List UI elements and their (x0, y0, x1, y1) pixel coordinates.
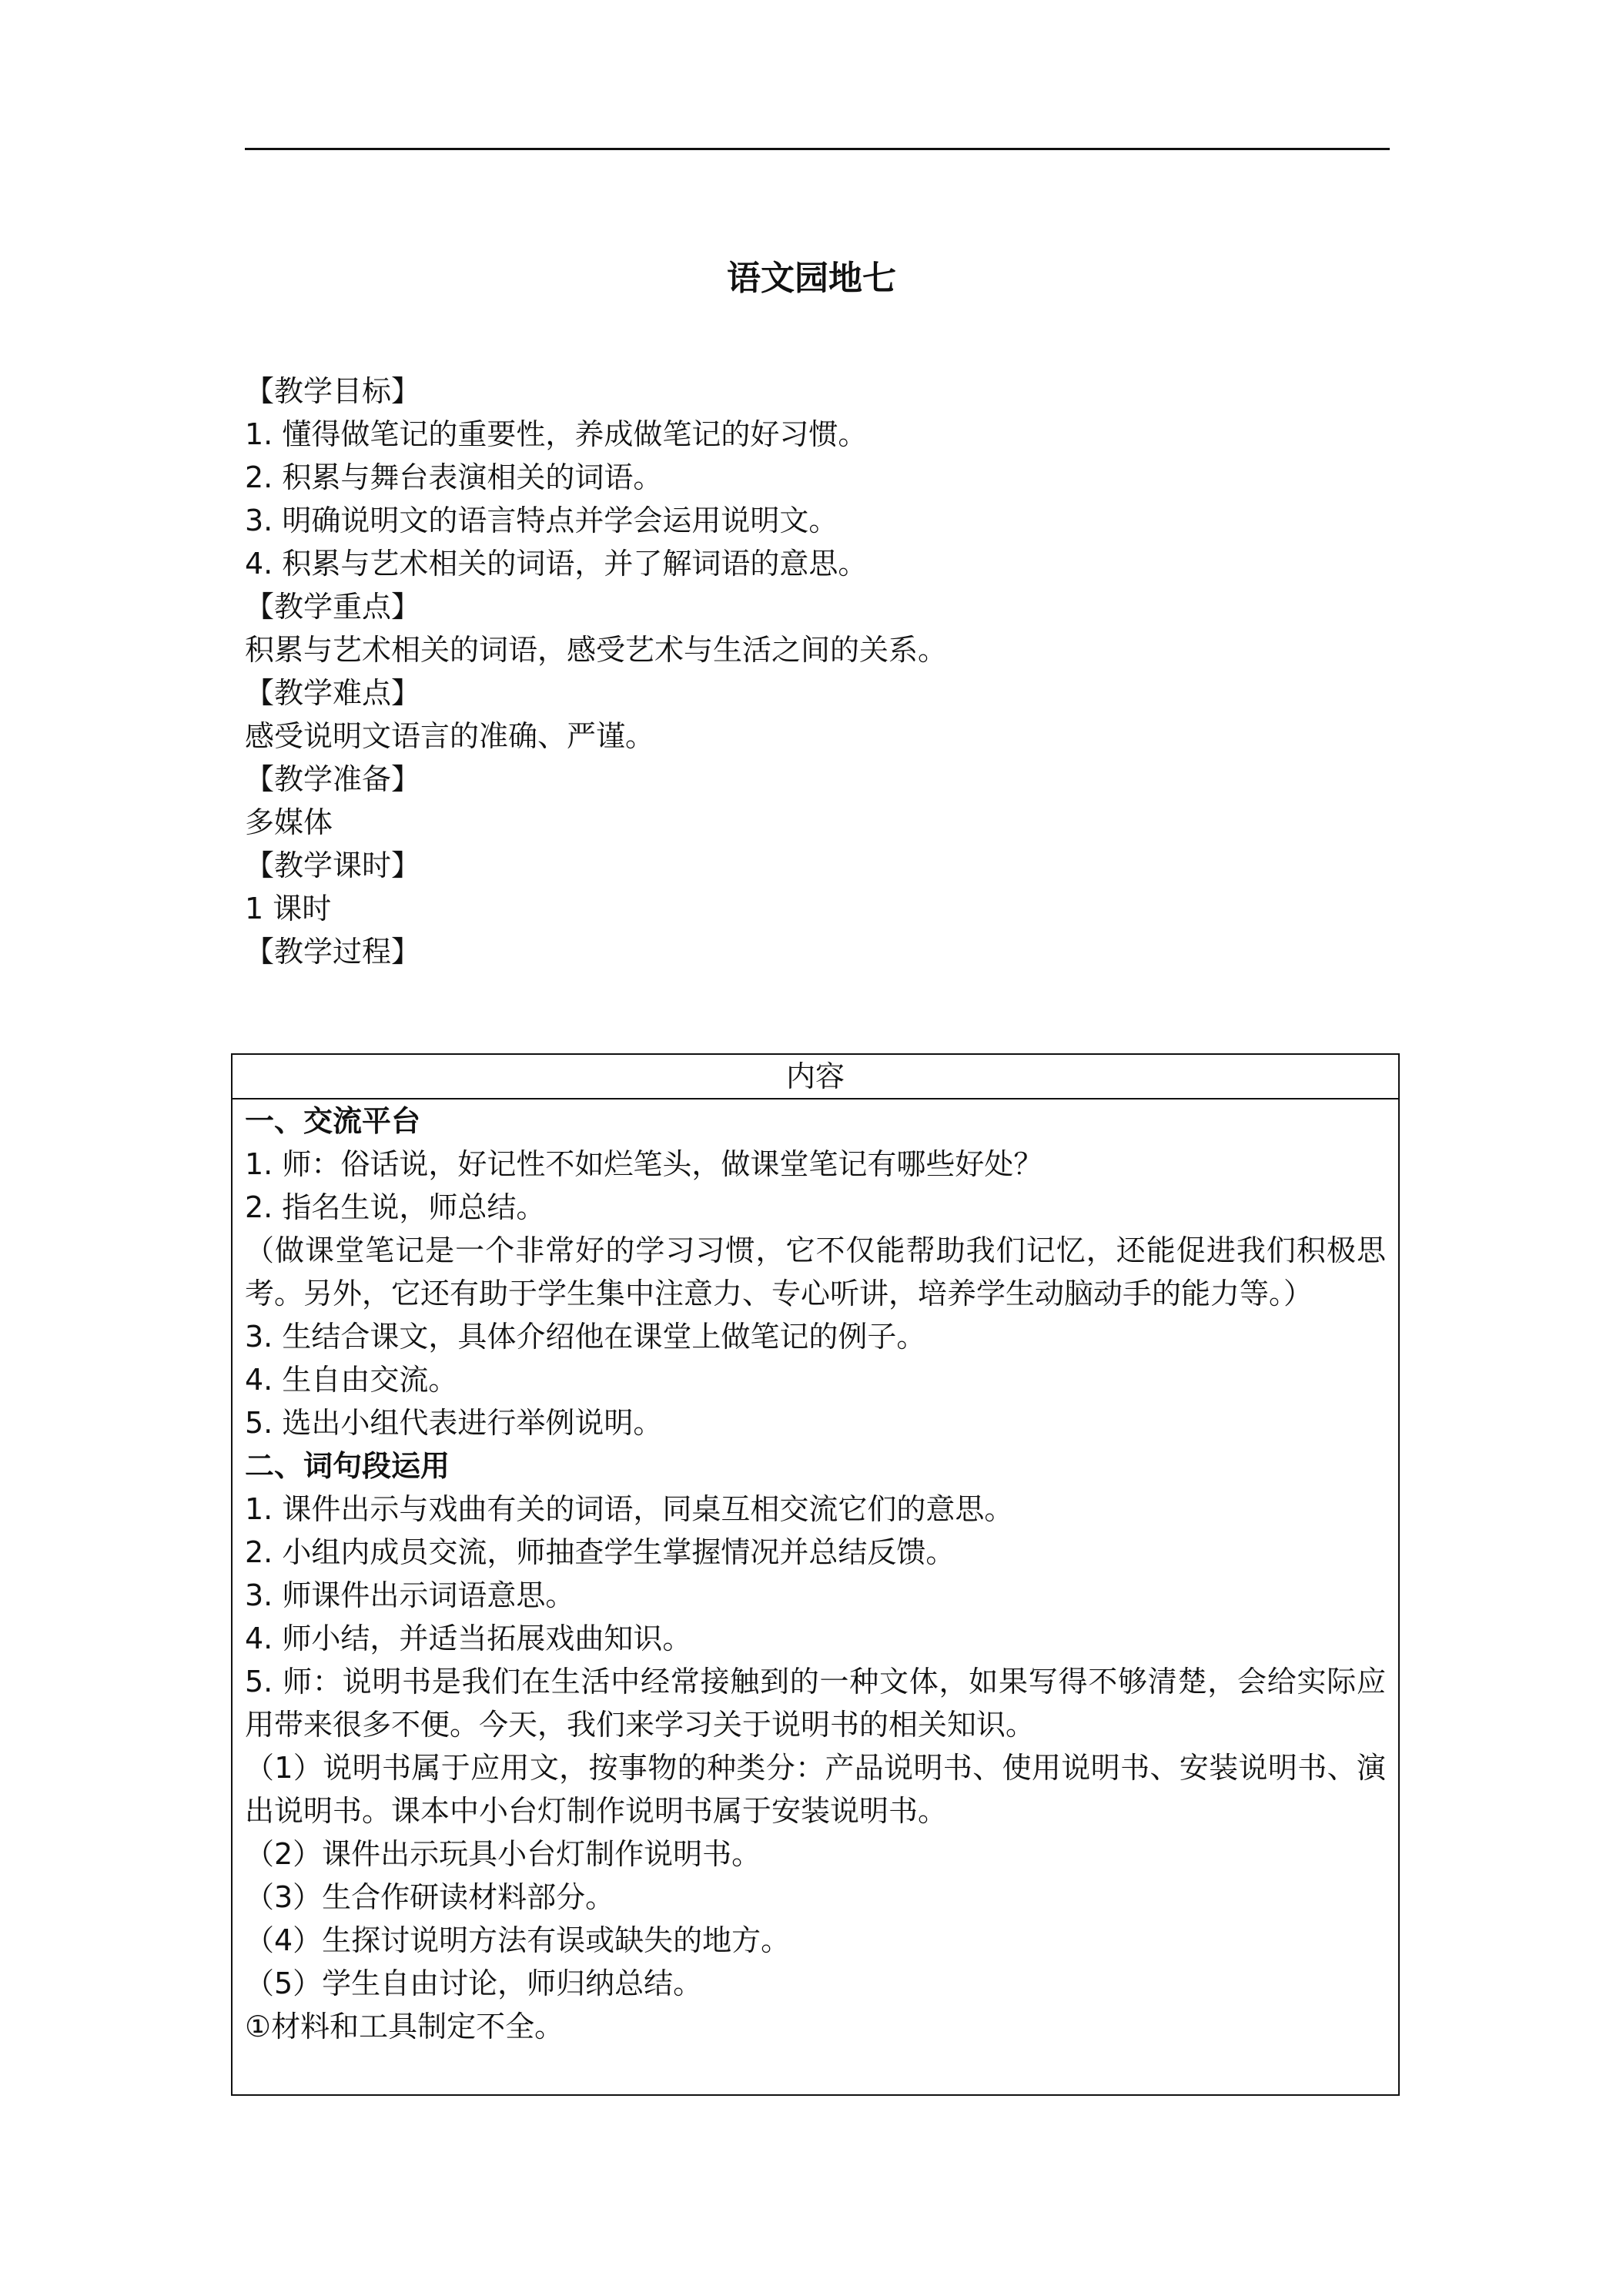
table-heading-word-usage: 二、词句段运用 (245, 1449, 450, 1483)
table-row: 3. 生结合课文，具体介绍他在课堂上做笔记的例子。 (245, 1320, 926, 1354)
table-row: 5. 师：说明书是我们在生活中经常接触到的一种文体，如果写得不够清楚，会给实际应用带来很多不便。今天，我们来学习关于说明书的相关知识。 (245, 1665, 1386, 1742)
section-label-lesson-hours: 【教学课时】 (245, 848, 421, 882)
table-body (233, 1099, 1398, 2048)
table-header: 内容 (233, 1055, 1398, 1099)
table-row: 2. 指名生说，师总结。 (245, 1190, 546, 1224)
section-label-key-points: 【教学重点】 (245, 590, 421, 624)
key-points-text: 积累与艺术相关的词语，感受艺术与生活之间的关系。 (245, 633, 948, 667)
table-row: 5. 选出小组代表进行举例说明。 (245, 1406, 663, 1440)
table-row: 3. 师课件出示词语意思。 (245, 1578, 575, 1612)
objective-item: 1. 懂得做笔记的重要性，养成做笔记的好习惯。 (245, 417, 868, 451)
table-row: 2. 小组内成员交流，师抽查学生掌握情况并总结反馈。 (245, 1535, 955, 1569)
difficulties-text: 感受说明文语言的准确、严谨。 (245, 719, 655, 753)
table-row: （3）生合作研读材料部分。 (245, 1880, 615, 1914)
table-row: （1）说明书属于应用文，按事物的种类分：产品说明书、使用说明书、安装说明书、演出说明书。课本中小台灯制作说明书属于安装说明书。 (245, 1751, 1386, 1828)
objective-item: 4. 积累与艺术相关的词语，并了解词语的意思。 (245, 547, 868, 581)
table-row: 1. 师：俗话说，好记性不如烂笔头，做课堂笔记有哪些好处？ (245, 1147, 1043, 1181)
section-label-difficulties: 【教学难点】 (245, 676, 421, 710)
content-table (231, 1053, 1400, 2096)
section-label-objectives: 【教学目标】 (245, 374, 421, 408)
table-row: （4）生探讨说明方法有误或缺失的地方。 (245, 1923, 791, 1957)
intro-section (245, 370, 1392, 973)
table-row: （2）课件出示玩具小台灯制作说明书。 (245, 1837, 761, 1871)
document-title: 语文园地七 (727, 259, 896, 298)
table-row: 4. 师小结，并适当拓展戏曲知识。 (245, 1622, 692, 1655)
section-label-preparation: 【教学准备】 (245, 762, 421, 796)
table-row: 4. 生自由交流。 (245, 1363, 458, 1397)
preparation-text: 多媒体 (245, 805, 333, 839)
header-rule (245, 148, 1390, 150)
table-row: （做课堂笔记是一个非常好的学习习惯，它不仅能帮助我们记忆，还能促进我们积极思考。另外，它还有助于学生集中注意力、专心听讲，培养学生动脑动手的能力等。） (245, 1233, 1386, 1310)
table-row: 1. 课件出示与戏曲有关的词语，同桌互相交流它们的意思。 (245, 1492, 1014, 1526)
objective-item: 2. 积累与舞台表演相关的词语。 (245, 460, 663, 494)
section-label-process: 【教学过程】 (245, 935, 421, 969)
table-heading-exchange-platform: 一、交流平台 (245, 1104, 421, 1138)
objective-item: 3. 明确说明文的语言特点并学会运用说明文。 (245, 504, 838, 537)
table-row: （5）学生自由讨论，师归纳总结。 (245, 1966, 703, 2000)
lesson-hours-text: 1 课时 (245, 892, 332, 925)
table-row: ①材料和工具制定不全。 (245, 2010, 564, 2043)
